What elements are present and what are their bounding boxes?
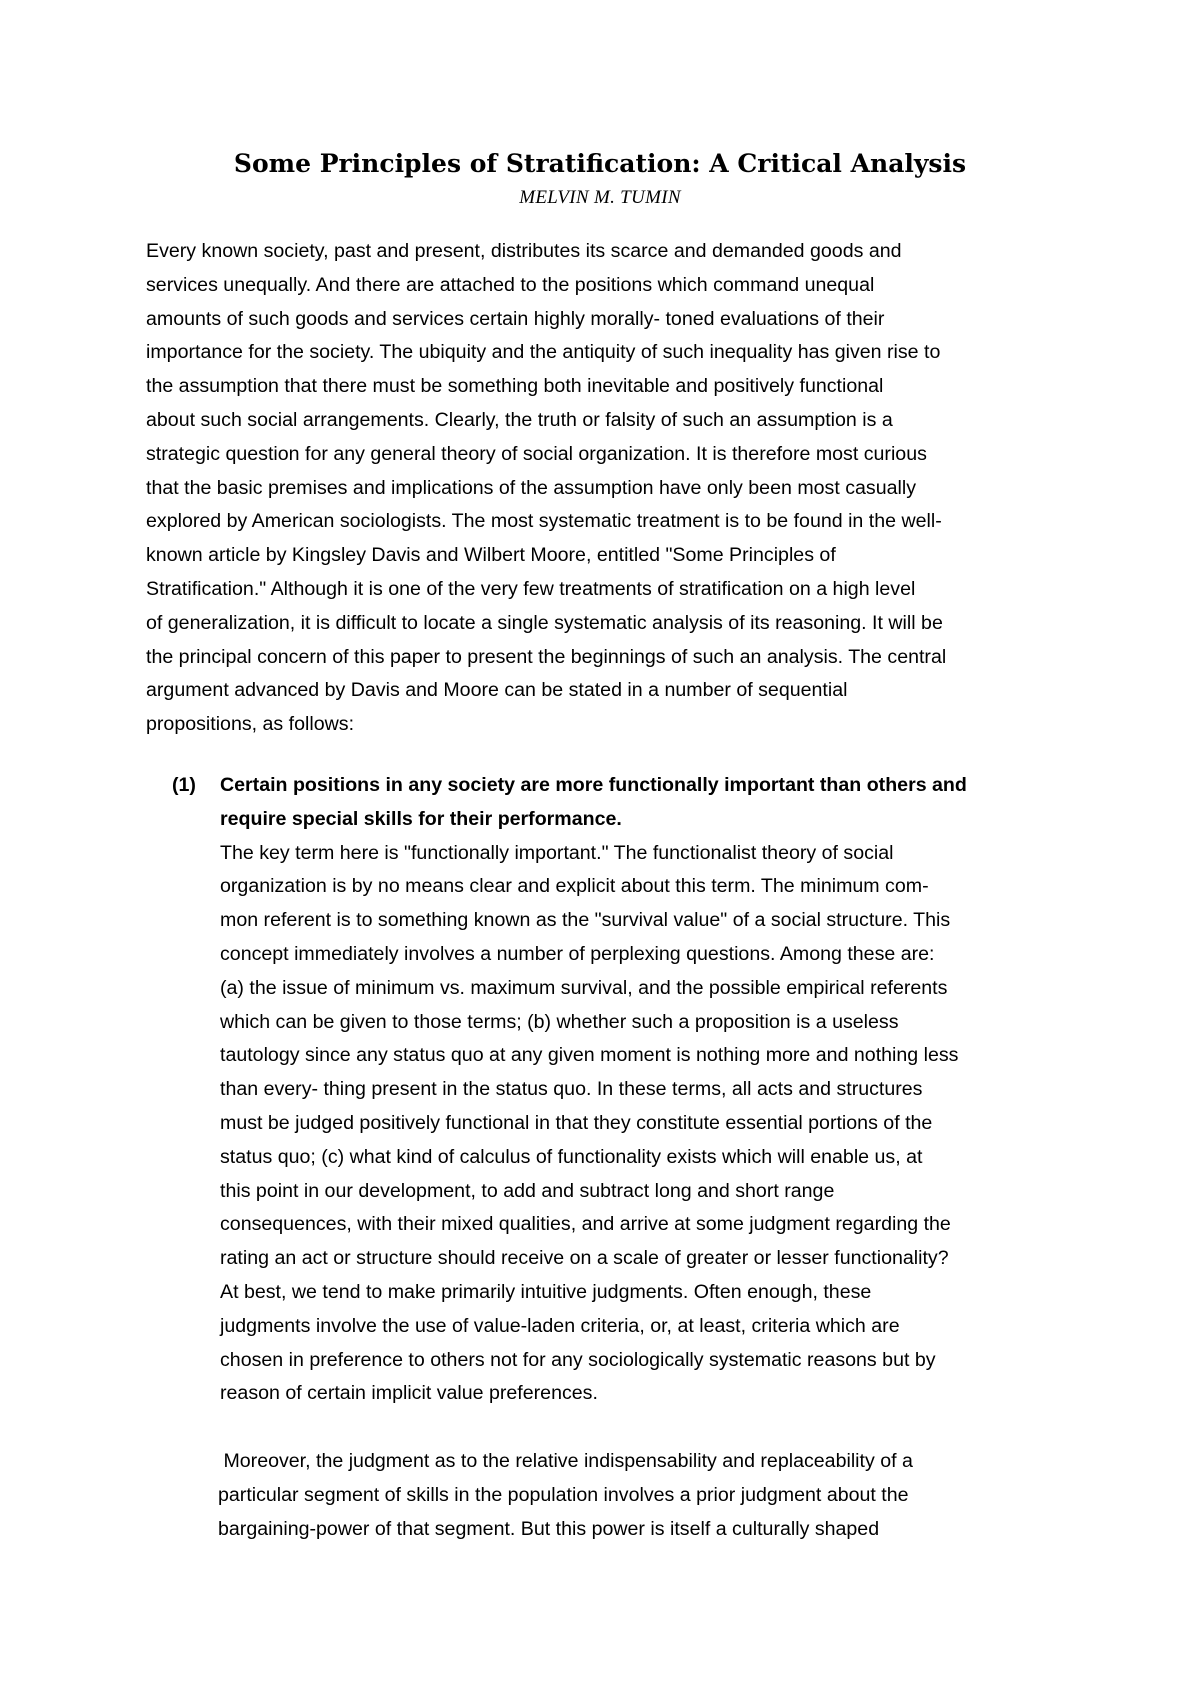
paragraph-line: argument advanced by Davis and Moore can be stated in a number of sequential <box>146 679 848 702</box>
paragraph-line: strategic question for any general theory of social organization. It is therefore most curious <box>146 442 927 465</box>
paragraph-line: services unequally. And there are attached to the positions which command unequal <box>146 273 875 296</box>
body-line: tautology since any status quo at any given moment is nothing more and nothing less <box>220 1044 959 1067</box>
body-line: this point in our development, to add and subtract long and short range <box>220 1179 835 1202</box>
author-name: MELVIN M. TUMIN <box>519 187 681 208</box>
body-line: judgments involve the use of value-laden criteria, or, at least, criteria which are <box>220 1314 900 1337</box>
proposition-number: (1) <box>172 774 196 796</box>
body-line: mon referent is to something known as the "survival value" of a social structure. This <box>220 909 951 932</box>
body-line: reason of certain implicit value preferences. <box>220 1382 598 1405</box>
page-title: Some Principles of Stratification: A Critical Analysis <box>233 149 967 178</box>
paragraph-line: Moreover, the judgment as to the relative indispensability and replaceability of a <box>218 1450 913 1472</box>
paragraph-line: particular segment of skills in the population involves a prior judgment about the <box>218 1483 909 1506</box>
paragraph-line: the principal concern of this paper to present the beginnings of such an analysis. The central <box>146 645 947 668</box>
paragraph-line: propositions, as follows: <box>146 713 355 736</box>
body-line: rating an act or structure should receive on a scale of greater or lesser functionality? <box>220 1247 949 1270</box>
intro-paragraph <box>146 235 1146 742</box>
heading-line: require special skills for their performance. <box>220 807 622 830</box>
body-line: chosen in preference to others not for any sociologically systematic reasons but by <box>220 1348 936 1371</box>
paragraph-line: Every known society, past and present, distributes its scarce and demanded goods and <box>146 240 902 262</box>
heading-line: Certain positions in any society are more functionally important than others and <box>220 774 967 796</box>
paragraph-line: of generalization, it is difficult to locate a single systematic analysis of its reasoning. It will be <box>146 611 943 634</box>
body-line: than every- thing present in the status quo. In these terms, all acts and structures <box>220 1078 923 1101</box>
body-line: which can be given to those terms; (b) whether such a proposition is a useless <box>220 1010 899 1033</box>
closing-paragraph <box>218 1445 1138 1546</box>
body-line: status quo; (c) what kind of calculus of functionality exists which will enable us, at <box>220 1145 923 1168</box>
proposition-heading <box>172 769 1132 837</box>
body-line: The key term here is "functionally important." The functionalist theory of social <box>220 841 894 864</box>
body-line: At best, we tend to make primarily intuitive judgments. Often enough, these <box>220 1280 872 1303</box>
proposition-item-1 <box>172 769 1132 1411</box>
paragraph-line: amounts of such goods and services certain highly morally- toned evaluations of their <box>146 307 885 330</box>
paragraph-line: explored by American sociologists. The most systematic treatment is to be found in the well- <box>146 510 942 533</box>
body-line: organization is by no means clear and explicit about this term. The minimum com- <box>220 875 929 898</box>
body-line: (a) the issue of minimum vs. maximum survival, and the possible empirical referents <box>220 976 948 999</box>
proposition-body <box>172 837 1132 1412</box>
paragraph-line: bargaining-power of that segment. But this power is itself a culturally shaped <box>218 1517 880 1540</box>
paragraph-line: that the basic premises and implications of the assumption have only been most casually <box>146 476 917 499</box>
paragraph-line: the assumption that there must be something both inevitable and positively functional <box>146 375 884 398</box>
paragraph-line: importance for the society. The ubiquity and the antiquity of such inequality has given rise to <box>146 341 941 364</box>
body-line: must be judged positively functional in that they constitute essential portions of the <box>220 1111 933 1134</box>
paragraph-line: known article by Kingsley Davis and Wilbert Moore, entitled "Some Principles of <box>146 544 836 567</box>
paragraph-line: Stratification." Although it is one of the very few treatments of stratification on a high level <box>146 577 916 600</box>
body-line: concept immediately involves a number of perplexing questions. Among these are: <box>220 942 935 965</box>
body-line: consequences, with their mixed qualities, and arrive at some judgment regarding the <box>220 1213 951 1236</box>
paragraph-line: about such social arrangements. Clearly, the truth or falsity of such an assumption is a <box>146 408 893 431</box>
